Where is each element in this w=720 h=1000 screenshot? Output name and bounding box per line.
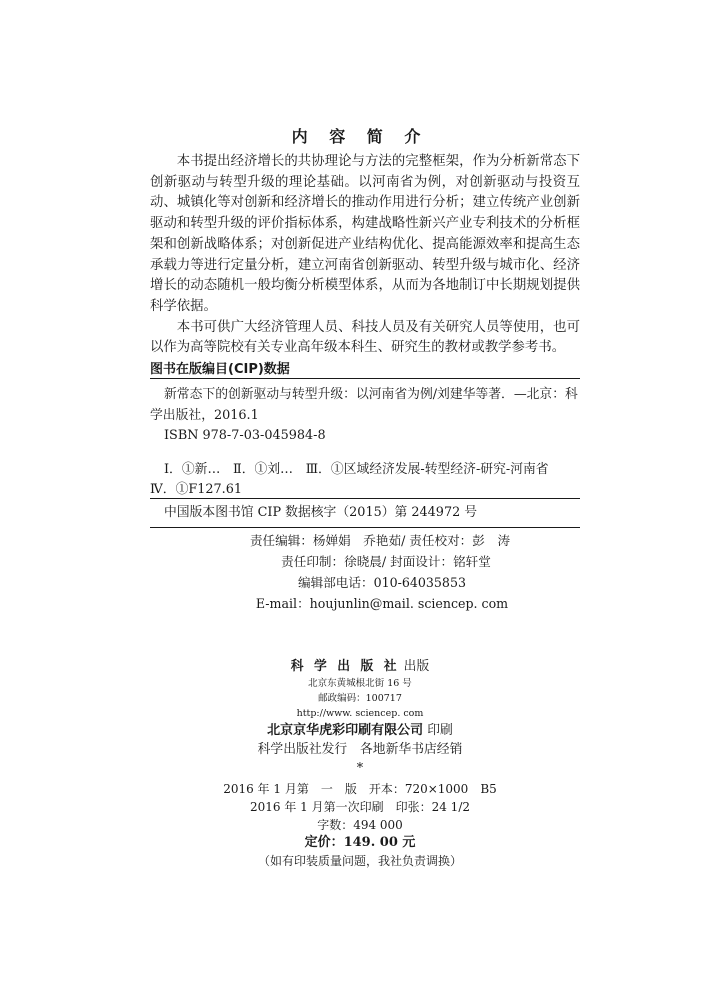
cip-classification: Ⅰ．①新… Ⅱ．①刘… Ⅲ．①区域经济发展-转型经济-研究-河南省 [164,461,549,477]
credits-printing: 责任印制：徐晓晨/ 封面设计：铭轩堂 [281,554,491,569]
printing-info: 2016 年 1 月第一次印刷 印张：24 1/2 [249,800,470,814]
cip-classification: Ⅳ．①F127.61 [150,482,243,497]
price: 定价：149. 00 元 [304,835,416,850]
cip-isbn: ISBN 978-7-03-045984-8 [164,428,326,443]
word-count: 字数：494 000 [317,818,403,832]
separator-mark: * [356,761,364,776]
cip-header: 图书在版编目(CIP)数据 [150,362,290,377]
credits-email: E-mail：houjunlin@mail. sciencep. com [255,596,509,611]
distribution: 科学出版社发行 各地新华书店经销 [257,742,463,757]
introduction-paragraph: 本书提出经济增长的共协理论与方法的完整框架，作为分析新常态下创新驱动与转型升级的理论基础。以河南省为例，对创新驱动与投资互动、城镇化等对创新和经济增长的推动作用进行分析；建立传统产业创新驱动和转型升级的评价指标体系，构建战略性新兴产业专利技术的分析框架和创新战略体系；对创新促进产业结构优化、提高能源效率和提高生态承载力等进行定量分析，建立河南省创新驱动、转型升级与城市化、经济增长的动态随机一般均衡分析模型体系，从而为各地制订中长期规划提供科学依据。 [150,154,580,314]
credits-block [0,530,720,614]
cip-record: 中国版本图书馆 CIP 数据核字（2015）第 244972 号 [164,505,478,520]
publication-info [0,780,720,870]
publisher-postcode: 邮政编码：100717 [318,693,402,704]
cip-middle-divider [150,498,580,499]
printer-line [0,721,720,740]
cip-block [150,385,580,501]
publisher-line [0,657,720,676]
cip-bottom-divider [150,527,580,528]
publisher-block [0,657,720,778]
introduction-paragraph: 本书可供广大经济管理人员、科技人员及有关研究人员等使用，也可以作为高等院校有关专业高年级本科生、研究生的教材或教学参考书。 [150,319,580,356]
cip-entry-line: 学出版社，2016.1 [150,407,259,423]
introduction-body [150,152,580,359]
credits-phone: 编辑部电话：010-64035853 [298,575,466,590]
cip-entry-line: 新常态下的创新驱动与转型升级：以河南省为例/刘建华等著．—北京：科 [164,387,578,402]
printer-action: 印刷 [427,723,453,738]
cip-top-divider [150,378,580,379]
edition-info: 2016 年 1 月第 一 版 开本：720×1000 B5 [223,782,497,796]
quality-notice: （如有印装质量问题，我社负责调换） [257,854,462,868]
introduction-title: 内 容 简 介 [291,127,429,146]
printer-name: 北京京华虎彩印刷有限公司 [267,723,424,738]
credits-editors: 责任编辑：杨婵娟 乔艳茹/ 责任校对：彭 涛 [249,533,511,548]
publisher-action: 出版 [403,659,430,674]
publisher-address: 北京东黄城根北街 16 号 [308,678,412,689]
cip-record-block [150,503,580,524]
publisher-website: http://www. sciencep. com [296,708,424,719]
publisher-name: 科 学 出 版 社 [290,659,400,674]
